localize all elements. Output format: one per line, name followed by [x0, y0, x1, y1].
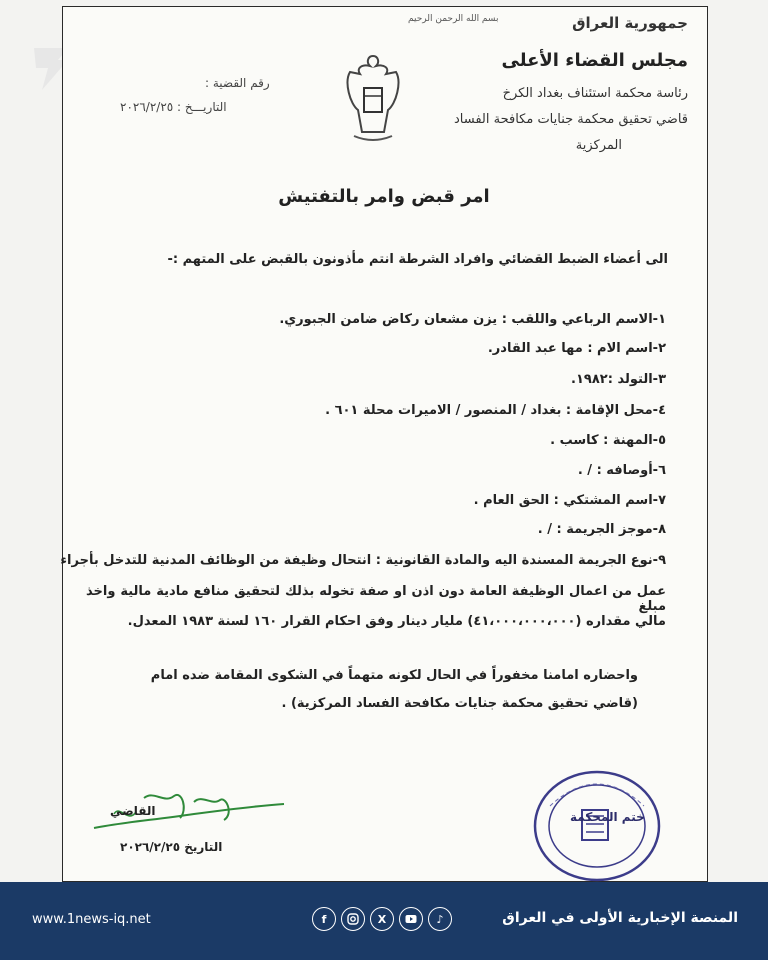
item-crime-type-line-3: مالي مقداره (٤١،٠٠٠،٠٠٠،٠٠٠) مليار دينار وفق احكام القرار ١٦٠ لسنة ١٩٨٣ المعدل.	[127, 614, 666, 629]
council-heading: مجلس القضاء الأعلى	[501, 50, 688, 71]
facebook-icon[interactable]: f	[312, 907, 336, 931]
court-seal-icon	[530, 766, 664, 884]
case-number-label: رقم القضية :	[205, 76, 270, 90]
item-description: ٦-أوصافه : / .	[577, 463, 666, 478]
header-date-label: التاريـــخ :	[177, 100, 227, 114]
site-url[interactable]: www.1news-iq.net	[32, 912, 151, 927]
x-icon[interactable]: X	[370, 907, 394, 931]
basmala: بسم الله الرحمن الرحيم	[408, 14, 499, 24]
item-complainant: ٧-اسم المشتكي : الحق العام .	[473, 493, 666, 508]
platform-tagline: المنصة الإخبارية الأولى في العراق	[502, 910, 738, 926]
social-icons	[312, 907, 452, 931]
order-intro: الى أعضاء الضبط القضائي وافراد الشرطة انتم مأذونون بالقبض على المتهم :-	[167, 252, 668, 267]
republic-heading: جمهورية العراق	[572, 14, 688, 32]
item-crime-type: ٩-نوع الجريمة المسندة اليه والمادة القانونية : انتحال وظيفة من الوظائف المدنية للتدخل بأجراء	[60, 553, 666, 568]
item-profession: ٥-المهنة : كاسب .	[550, 433, 666, 448]
document-title: امر قبض وامر بالتفتيش	[278, 186, 490, 207]
instagram-icon[interactable]	[341, 907, 365, 931]
item-full-name: ١-الاسم الرباعي واللقب : يزن مشعان ركاض ضامن الجبوري.	[279, 312, 666, 327]
signature-date-value: ٢٠٢٦/٢/٢٥	[120, 840, 181, 854]
youtube-icon[interactable]	[399, 907, 423, 931]
iraq-emblem-icon	[340, 52, 406, 144]
judge-label: القاضي	[110, 804, 156, 818]
signature-date	[120, 840, 222, 854]
item-crime-summary: ٨-موجز الجريمة : / .	[537, 522, 666, 537]
court-line-1: رئاسة محكمة استئناف بغداد الكرخ	[502, 86, 688, 101]
tiktok-icon[interactable]: ♪	[428, 907, 452, 931]
closing-line-2: (قاضي تحقيق محكمة جنايات مكافحة الفساد المركزية) .	[281, 696, 638, 711]
court-seal-label: ختم المحكمة	[570, 810, 645, 824]
header-date	[120, 100, 227, 114]
item-crime-type-line-2: عمل من اعمال الوظيفة العامة دون اذن او صفة تخوله بذلك لتحقيق منافع مادية مالية واخذ مبلغ	[86, 584, 666, 614]
footer-bar	[0, 882, 768, 960]
item-residence: ٤-محل الإقامة : بغداد / المنصور / الاميرات محلة ٦٠١ .	[325, 403, 666, 418]
court-line-2: قاضي تحقيق محكمة جنايات مكافحة الفساد	[454, 112, 688, 127]
item-birth-year: ٣-التولد :١٩٨٢.	[571, 372, 666, 387]
closing-line-1: واحضاره امامنا مخفوراً في الحال لكونه متهماً في الشكوى المقامة ضده امام	[150, 668, 638, 683]
signature-date-label: التاريخ	[184, 840, 223, 854]
court-line-3: المركزية	[575, 138, 622, 153]
item-mother-name: ٢-اسم الام : مها عبد القادر.	[487, 341, 666, 356]
header-date-value: ٢٠٢٦/٢/٢٥	[120, 100, 174, 114]
